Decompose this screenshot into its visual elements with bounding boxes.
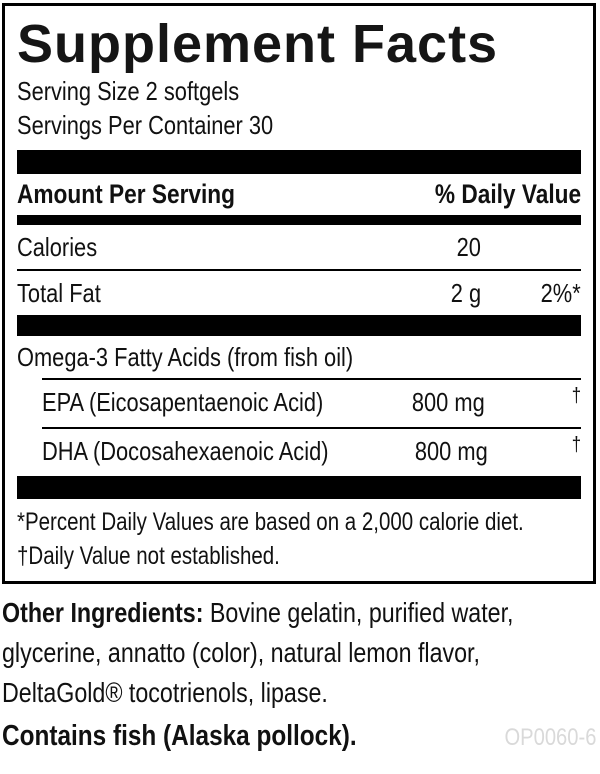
epa-amount: 800 mg — [411, 387, 485, 417]
column-header-row — [17, 175, 581, 213]
other-ingredients-text-2: glycerine, annatto (color), natural lemon flavor, — [2, 637, 480, 668]
other-ingredients-label: Other Ingredients: — [2, 597, 204, 628]
total-fat-dv: 2%* — [540, 278, 581, 308]
contains-row — [2, 717, 596, 755]
dha-label: DHA (Docosahexaenoic Acid) — [42, 436, 329, 466]
epa-label: EPA (Eicosapentaenoic Acid) — [42, 387, 324, 417]
serving-size-text: Serving Size 2 softgels — [17, 76, 240, 106]
serving-size — [17, 74, 581, 108]
divider-bar-thick-middle — [17, 315, 581, 336]
footnote-dv-not-established: †Daily Value not established. — [17, 542, 280, 570]
omega3-heading-text: Omega-3 Fatty Acids (from fish oil) — [17, 342, 354, 372]
divider-bar-medium — [17, 215, 581, 225]
servings-per-container-text: Servings Per Container 30 — [17, 110, 274, 140]
contains-allergen-statement: Contains fish (Alaska pollock). — [2, 720, 357, 752]
other-ingredients-text-3: DeltaGold® tocotrienols, lipase. — [2, 677, 328, 708]
dha-amount: 800 mg — [414, 436, 488, 466]
footnotes — [17, 505, 581, 573]
epa-dv-dagger: † — [571, 385, 581, 407]
other-ingredients-text-1: Bovine gelatin, purified water, — [203, 597, 514, 628]
other-ingredients-line-2 — [2, 633, 495, 673]
nutrient-row-total-fat — [17, 271, 581, 315]
total-fat-amount: 2 g — [450, 278, 481, 308]
amount-per-serving-header: Amount Per Serving — [17, 179, 236, 209]
product-code: OP0060-6 — [504, 724, 596, 751]
other-ingredients-line-3 — [2, 673, 495, 713]
servings-per-container — [17, 108, 581, 142]
panel-title: Supplement Facts — [17, 14, 499, 74]
nutrient-row-calories — [17, 225, 581, 269]
divider-bar-thick-bottom — [17, 476, 581, 499]
footnote-percent-dv: *Percent Daily Values are based on a 2,000 calorie diet. — [17, 508, 524, 536]
nutrient-row-dha — [17, 429, 581, 476]
supplement-label-page — [2, 3, 596, 755]
divider-bar-thick-top — [17, 150, 581, 174]
other-ingredients-section — [2, 593, 596, 713]
calories-amount: 20 — [456, 232, 481, 262]
calories-label: Calories — [17, 232, 98, 262]
total-fat-label: Total Fat — [17, 278, 101, 308]
omega3-group-heading — [17, 336, 581, 378]
nutrient-row-epa — [17, 380, 581, 427]
daily-value-header: % Daily Value — [434, 179, 581, 209]
supplement-facts-panel — [2, 3, 596, 584]
dha-dv-dagger: † — [571, 434, 581, 456]
other-ingredients-line-1 — [2, 593, 514, 633]
